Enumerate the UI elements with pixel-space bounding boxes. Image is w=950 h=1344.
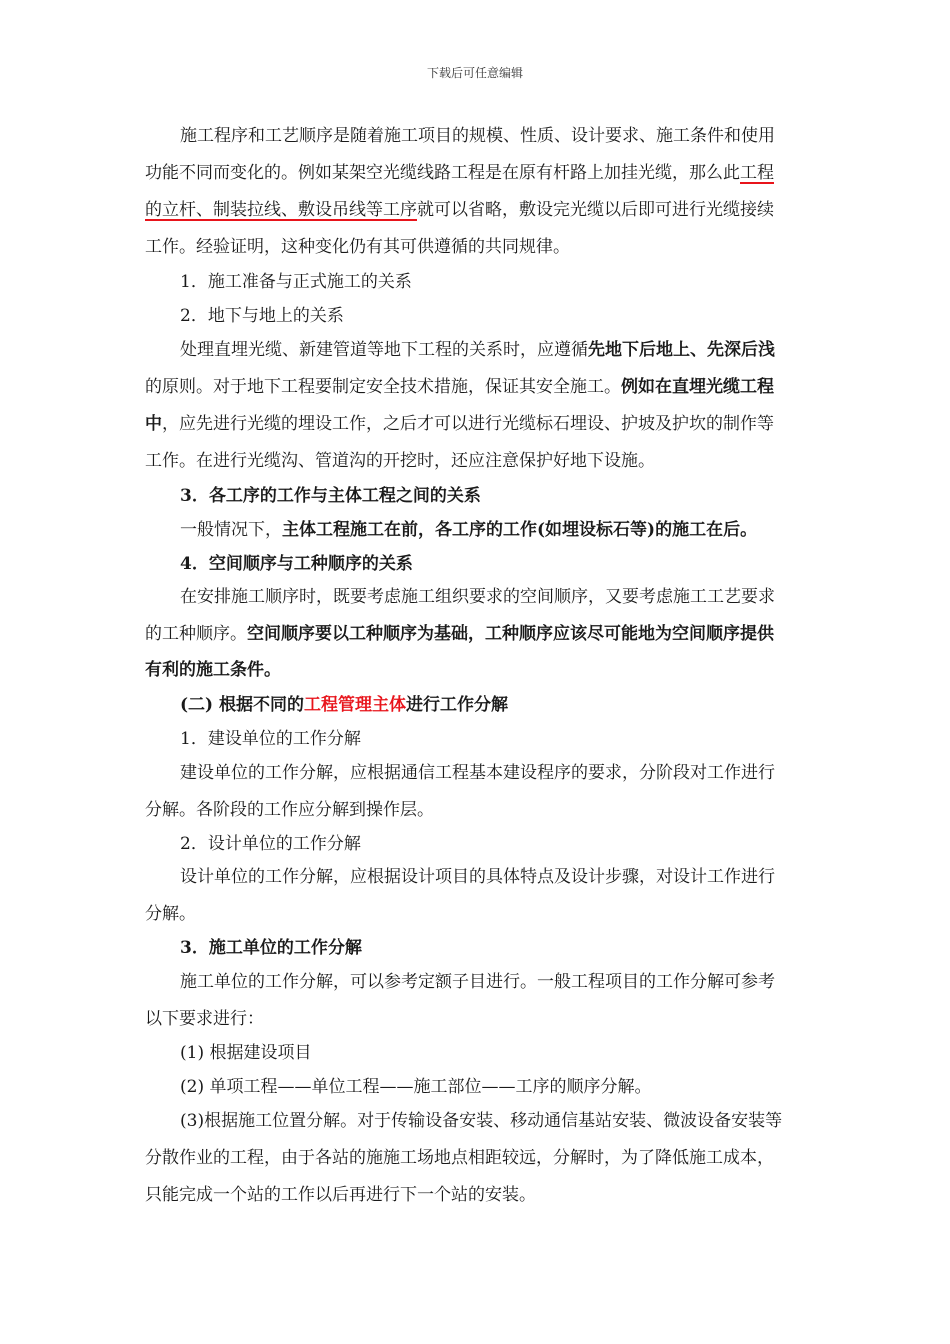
bold-text: 例如在直埋光缆工程 — [621, 377, 774, 397]
underlined-text: 的立杆、制装拉线、敷设吊线等工序 — [145, 200, 417, 220]
paragraph-line: 有利的施工条件。 — [145, 660, 281, 680]
paragraph-line: 功能不同而变化的。例如某架空光缆线路工程是在原有杆路上加挂光缆，那么此工程 — [145, 163, 774, 183]
paragraph-line: 在安排施工顺序时，既要考虑施工组织要求的空间顺序，又要考虑施工工艺要求 — [180, 587, 775, 607]
paragraph-line: 设计单位的工作分解，应根据设计项目的具体特点及设计步骤，对设计工作进行 — [180, 867, 775, 887]
section-heading: 3．各工序的工作与主体工程之间的关系 — [180, 486, 481, 506]
section-title: (二) 根据不同的工程管理主体进行工作分解 — [180, 695, 509, 715]
paragraph-line: 的立杆、制装拉线、敷设吊线等工序就可以省略，敷设完光缆以后即可进行光缆接续 — [145, 200, 774, 220]
highlight-red: 工程管理主体 — [304, 695, 407, 715]
paragraph-line: 工作。在进行光缆沟、管道沟的开挖时，还应注意保护好地下设施。 — [145, 451, 655, 471]
list-heading: 2．地下与地上的关系 — [180, 306, 344, 326]
list-heading: 1．施工准备与正式施工的关系 — [180, 272, 412, 292]
list-item: (1) 根据建设项目 — [180, 1043, 312, 1063]
list-heading: 2．设计单位的工作分解 — [180, 834, 361, 854]
section-heading: 3．施工单位的工作分解 — [180, 938, 362, 958]
paragraph-line: 分解。各阶段的工作应分解到操作层。 — [145, 800, 434, 820]
paragraph-line: 的工种顺序。空间顺序要以工种顺序为基础，工种顺序应该尽可能地为空间顺序提供 — [145, 624, 774, 644]
paragraph-line: 以下要求进行： — [145, 1009, 264, 1029]
paragraph-line: 分散作业的工程，由于各站的施施工场地点相距较远，分解时，为了降低施工成本， — [145, 1148, 774, 1168]
paragraph-line: 中，应先进行光缆的埋设工作，之后才可以进行光缆标石埋设、护坡及护坎的制作等 — [145, 414, 774, 434]
paragraph-line: 施工单位的工作分解，可以参考定额子目进行。一般工程项目的工作分解可参考 — [180, 972, 775, 992]
paragraph-line: 只能完成一个站的工作以后再进行下一个站的安装。 — [145, 1185, 536, 1205]
paragraph-line: 建设单位的工作分解，应根据通信工程基本建设程序的要求，分阶段对工作进行 — [180, 763, 775, 783]
bold-text: 先地下后地上、先深后浅 — [588, 340, 775, 360]
paragraph-line: 工作。经验证明，这种变化仍有其可供遵循的共同规律。 — [145, 237, 570, 257]
underlined-text: 工程 — [740, 163, 774, 183]
paragraph-line: 的原则。对于地下工程要制定安全技术措施，保证其安全施工。例如在直埋光缆工程 — [145, 377, 774, 397]
bold-text: 中 — [145, 414, 162, 434]
list-heading: 1．建设单位的工作分解 — [180, 729, 361, 749]
list-item: (2) 单项工程——单位工程——施工部位——工序的顺序分解。 — [180, 1077, 652, 1097]
bold-text: 主体工程施工在前，各工序的工作(如埋设标石等)的施工在后。 — [282, 520, 758, 540]
bold-text: 空间顺序要以工种顺序为基础，工种顺序应该尽可能地为空间顺序提供 — [247, 624, 774, 644]
paragraph-line: 分解。 — [145, 904, 196, 924]
paragraph-line: 一般情况下，主体工程施工在前，各工序的工作(如埋设标石等)的施工在后。 — [180, 520, 758, 540]
paragraph-line: 施工程序和工艺顺序是随着施工项目的规模、性质、设计要求、施工条件和使用 — [180, 126, 775, 146]
paragraph-line: 处理直埋光缆、新建管道等地下工程的关系时，应遵循先地下后地上、先深后浅 — [180, 340, 775, 360]
list-item: (3)根据施工位置分解。对于传输设备安装、移动通信基站安装、微波设备安装等 — [180, 1111, 783, 1131]
page-header: 下载后可任意编辑 — [426, 66, 523, 80]
section-heading: 4．空间顺序与工种顺序的关系 — [180, 554, 413, 574]
